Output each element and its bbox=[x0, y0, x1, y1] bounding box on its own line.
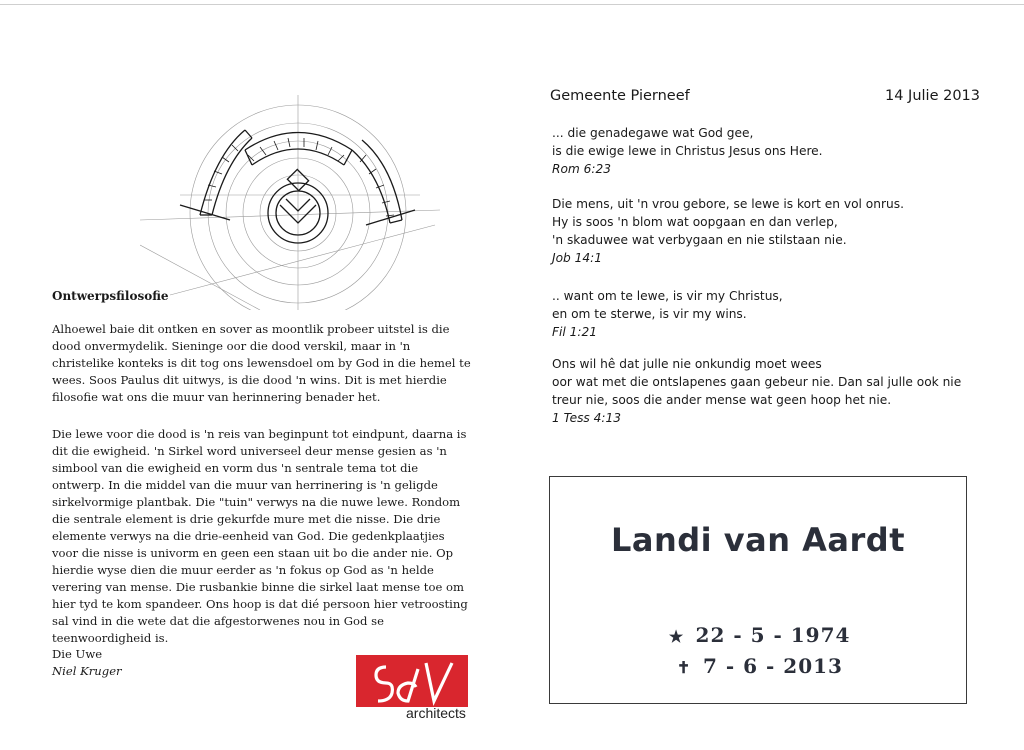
verse-line: .. want om te lewe, is vir my Christus, bbox=[552, 289, 783, 303]
verse-line: treur nie, soos die ander mense wat geen hoop het nie. bbox=[552, 393, 892, 407]
verse-line: is die ewige lewe in Christus Jesus ons Here. bbox=[552, 144, 823, 158]
signoff-block bbox=[52, 646, 122, 680]
scripture-verse bbox=[552, 195, 982, 267]
philosophy-paragraph-1: Alhoewel baie dit ontken en sover as moontlik probeer uitstel is die dood onvermydelik. Sieninge oor die dood verskil, maar in 'n christelike konteks is dit tog ons lewensdoel om by God in die hemel te wees. Soos Paulus dit uitwys, is die dood 'n wins. Dit is met hierdie filosofie wat ons die muur van herinnering benader het. bbox=[52, 322, 471, 404]
birth-date: 22 - 5 - 1974 bbox=[695, 623, 851, 647]
verse-line: en om te sterwe, is vir my wins. bbox=[552, 307, 747, 321]
service-date: 14 Julie 2013 bbox=[884, 88, 980, 104]
verse-reference: 1 Tess 4:13 bbox=[552, 411, 622, 425]
deceased-name: Landi van Aardt bbox=[611, 521, 905, 559]
verse-line: oor wat met die ontslapenes gaan gebeur nie. Dan sal julle ook nie bbox=[552, 375, 962, 389]
verse-reference: Fil 1:21 bbox=[552, 325, 598, 339]
cross-icon: ✝ bbox=[676, 658, 692, 677]
philosophy-paragraph-2: Die lewe voor die dood is 'n reis van beginpunt tot eindpunt, daarna is dit die ewigheid. 'n Sirkel word universeel deur mense gesien as 'n simbool van die ewigheid en vorm dus 'n sentrale tema tot die ontwerp. In die middel van die muur van herrinering is 'n geligde sirkelvormige plantbak. Die "tuin" verwys na die nuwe lewe. Rondom die sentrale element is drie gekurfde mure met die nisse. Die drie elemente verwys na die drie-eenheid van God. Die gedenkplaatjies voor die nisse is univorm en geen een staan uit bo die ander nie. Op hierdie wyse dien die muur eerder as 'n fokus op God as 'n helde verering van mense. Die rusbankie binne die sirkel laat mense toe om hier tyd te kom spandeer. Ons hoop is dat dié persoon hier vetroosting sal vind in die wete dat die afgestorwenes nou in God se teenwoordigheid is. bbox=[52, 427, 468, 645]
birth-date-row bbox=[550, 623, 966, 647]
scripture-verse bbox=[552, 355, 982, 427]
death-date: 7 - 6 - 2013 bbox=[703, 654, 843, 678]
logo-caption: architects bbox=[406, 705, 466, 721]
scripture-verse bbox=[552, 287, 982, 341]
memorial-wall-sketch bbox=[140, 95, 440, 310]
author-name: Niel Kruger bbox=[52, 664, 122, 678]
congregation-name: Gemeente Pierneef bbox=[550, 88, 690, 104]
verse-line: Die mens, uit 'n vrou gebore, se lewe is kort en vol onrus. bbox=[552, 197, 904, 211]
verse-reference: Job 14:1 bbox=[552, 251, 603, 265]
verse-line: ... die genadegawe wat God gee, bbox=[552, 126, 754, 140]
logo-mark bbox=[356, 655, 468, 707]
top-border-line bbox=[0, 4, 1024, 5]
memorial-card bbox=[549, 476, 967, 704]
verse-reference: Rom 6:23 bbox=[552, 162, 612, 176]
verse-line: Hy is soos 'n blom wat oopgaan en dan verlep, bbox=[552, 215, 838, 229]
architect-logo bbox=[356, 655, 472, 725]
scripture-verse bbox=[552, 124, 982, 178]
verse-line: Ons wil hê dat julle nie onkundig moet wees bbox=[552, 357, 822, 371]
design-philosophy-heading: Ontwerpsfilosofie bbox=[52, 289, 169, 303]
star-icon: ★ bbox=[668, 627, 685, 646]
death-date-row bbox=[550, 654, 966, 678]
signoff-text: Die Uwe bbox=[52, 647, 103, 661]
verse-line: 'n skaduwee wat verbygaan en nie stilstaan nie. bbox=[552, 233, 847, 247]
